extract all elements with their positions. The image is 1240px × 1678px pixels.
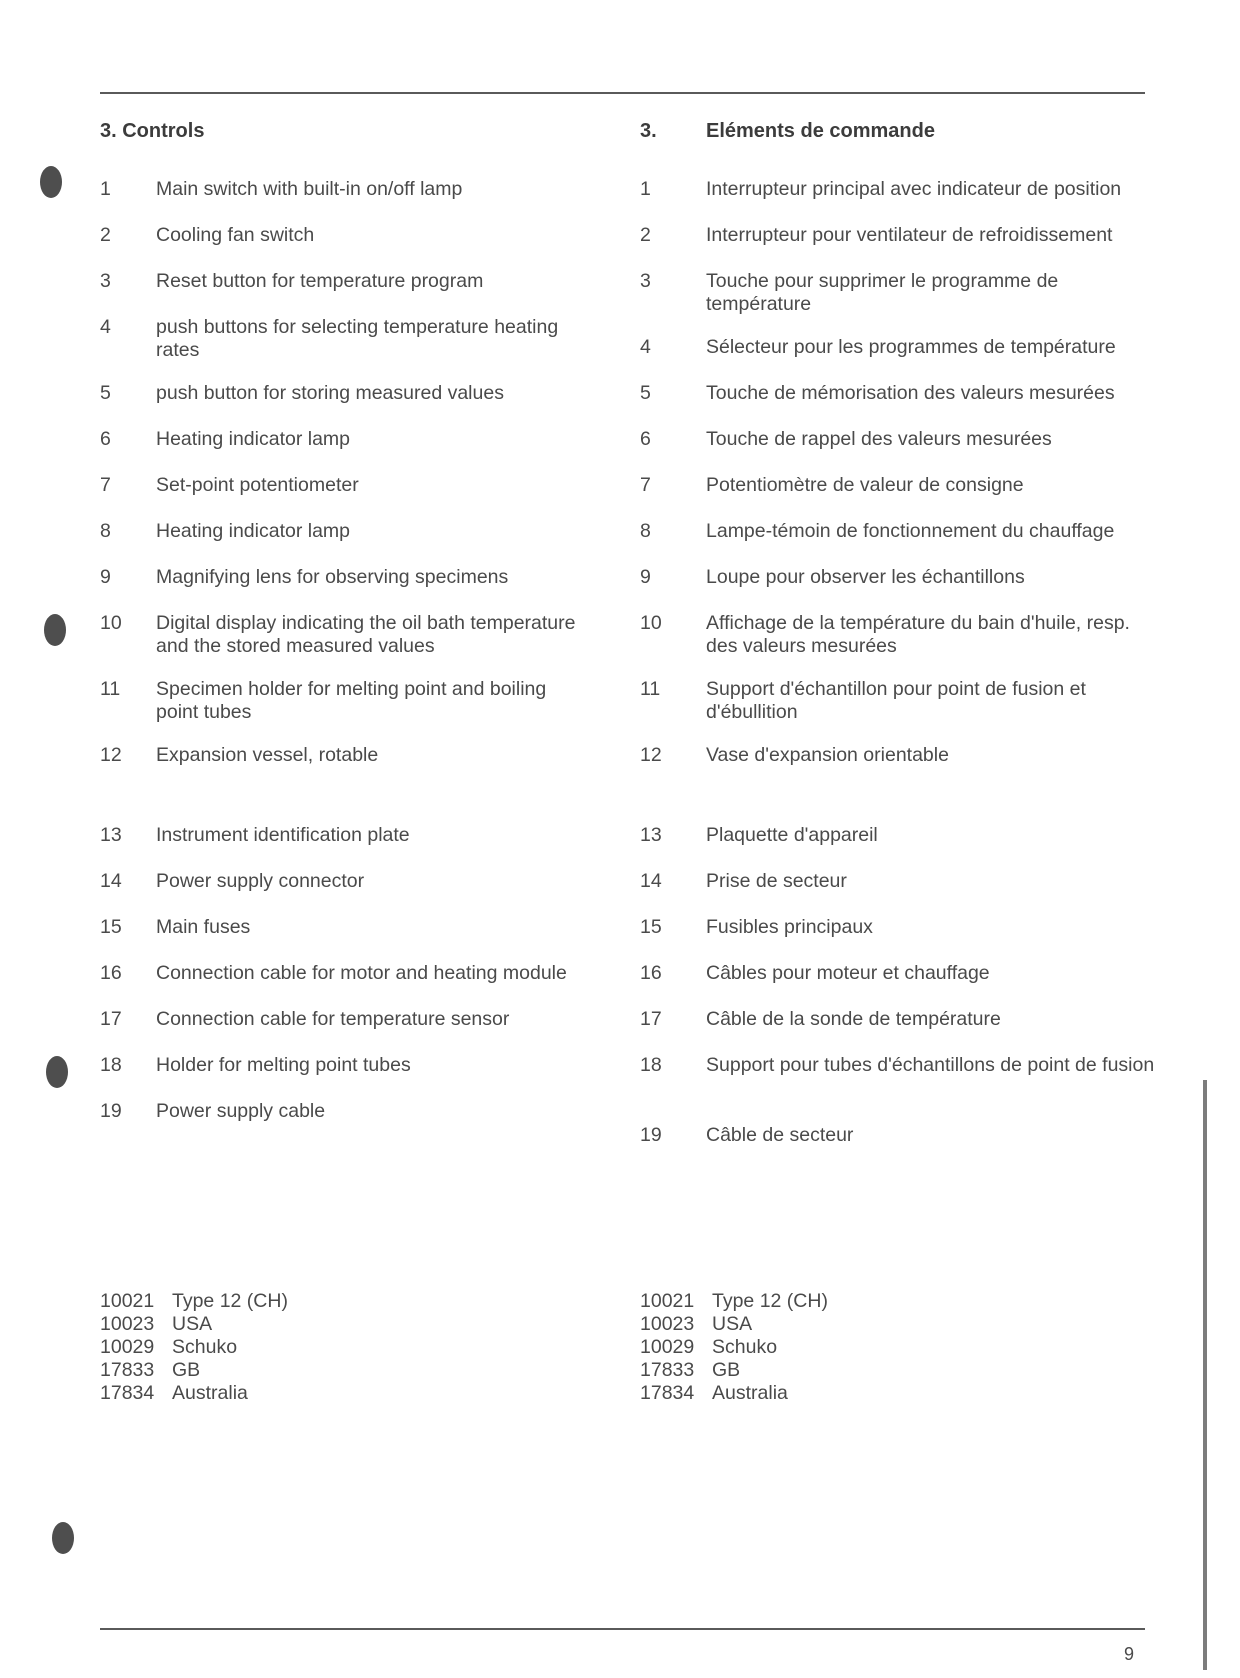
english-item-text: Digital display indicating the oil bath temperature and the stored measured values [156,612,576,657]
french-item-text: Interrupteur principal avec indicateur de position [706,178,1122,200]
english-item-text: Instrument identification plate [156,824,410,846]
top-rule [100,92,1145,94]
french-item-number: 16 [640,962,662,984]
binder-hole-1 [40,166,62,198]
english-item-number: 8 [100,520,111,542]
french-power-cable-entry [640,1382,828,1405]
french-item-number: 15 [640,916,662,938]
french-part-name: USA [712,1313,753,1335]
french-part-name: GB [712,1359,741,1381]
english-item-number: 4 [100,316,111,338]
french-item-number: 4 [640,336,651,358]
english-item-number: 6 [100,428,111,450]
french-item-number: 5 [640,382,651,404]
english-heading: 3. Controls [100,120,205,142]
english-item-text: Reset button for temperature program [156,270,484,292]
french-item-number: 10 [640,612,662,634]
french-part-name: Australia [712,1382,788,1404]
french-item-number: 7 [640,474,651,496]
french-item-number: 13 [640,824,662,846]
french-item-number: 6 [640,428,651,450]
english-item-number: 19 [100,1100,122,1122]
english-item-number: 16 [100,962,122,984]
english-item-text: Power supply cable [156,1100,326,1122]
english-part-name: Australia [172,1382,248,1404]
french-power-cable-entry [640,1336,828,1359]
page-number: 9 [1124,1644,1135,1664]
french-item-text: Fusibles principaux [706,916,873,938]
english-item-text: Heating indicator lamp [156,520,351,542]
english-part-code: 10021 [100,1290,155,1312]
french-item-text: Vase d'expansion orientable [706,744,949,766]
english-part-code: 17834 [100,1382,155,1404]
english-item-text: push buttons for selecting temperature heating rates [156,316,559,361]
french-part-code: 10029 [640,1336,695,1358]
french-item-number: 12 [640,744,662,766]
french-item-number: 1 [640,178,651,200]
french-power-cable-entry [640,1359,828,1382]
french-heading-number: 3. [640,120,657,142]
english-item-text: Set-point potentiometer [156,474,359,496]
english-item-text: Holder for melting point tubes [156,1054,411,1076]
english-part-name: Type 12 (CH) [172,1290,288,1312]
english-power-cable-entry [100,1382,288,1405]
french-item-text: Potentiomètre de valeur de consigne [706,474,1024,496]
english-item-number: 17 [100,1008,122,1030]
french-item-text: Sélecteur pour les programmes de température [706,336,1116,358]
french-heading-text: Eléments de commande [706,120,935,142]
english-part-code: 10023 [100,1313,155,1335]
english-item-number: 18 [100,1054,122,1076]
french-item-text: Lampe-témoin de fonctionnement du chauffage [706,520,1115,542]
binder-hole-2 [44,614,66,646]
french-item-text: Touche de mémorisation des valeurs mesurées [706,382,1115,404]
english-item-text: push button for storing measured values [156,382,504,404]
page-edge-shadow [1203,1080,1207,1670]
french-part-code: 17834 [640,1382,695,1404]
french-item-text: Câbles pour moteur et chauffage [706,962,990,984]
french-item-text: Affichage de la température du bain d'huile, resp. des valeurs mesurées [706,612,1130,657]
english-item-text: Magnifying lens for observing specimens [156,566,509,588]
english-item-text: Power supply connector [156,870,365,892]
french-item-text: Interrupteur pour ventilateur de refroidissement [706,224,1113,246]
french-item-number: 3 [640,270,651,292]
french-item-text: Touche pour supprimer le programme de température [706,270,1059,315]
english-item-number: 2 [100,224,111,246]
english-item-text: Main switch with built-in on/off lamp [156,178,463,200]
binder-hole-3 [46,1056,68,1088]
french-item-text: Support pour tubes d'échantillons de point de fusion [706,1054,1155,1076]
english-item-number: 12 [100,744,122,766]
english-item-text: Connection cable for temperature sensor [156,1008,510,1030]
french-item-text: Support d'échantillon pour point de fusion et d'ébullition [706,678,1086,723]
english-power-cable-list [100,1290,288,1405]
bottom-rule [100,1628,1145,1630]
french-item-text: Câble de secteur [706,1124,854,1146]
english-power-cable-entry [100,1313,288,1336]
english-item-text: Main fuses [156,916,251,938]
english-item-text: Specimen holder for melting point and boiling point tubes [156,678,547,723]
english-item-number: 15 [100,916,122,938]
french-power-cable-entry [640,1313,828,1336]
french-heading [640,120,935,143]
french-item-text: Plaquette d'appareil [706,824,878,846]
english-item-number: 3 [100,270,111,292]
french-item-text: Prise de secteur [706,870,847,892]
english-part-name: GB [172,1359,201,1381]
english-item-number: 7 [100,474,111,496]
english-part-name: Schuko [172,1336,238,1358]
english-item-text: Connection cable for motor and heating module [156,962,567,984]
french-item-text: Loupe pour observer les échantillons [706,566,1025,588]
french-item-number: 18 [640,1054,662,1076]
english-part-name: USA [172,1313,213,1335]
french-item-number: 9 [640,566,651,588]
english-item-number: 14 [100,870,122,892]
english-item-text: Cooling fan switch [156,224,315,246]
english-part-code: 17833 [100,1359,155,1381]
french-power-cable-list [640,1290,828,1405]
english-part-code: 10029 [100,1336,155,1358]
french-item-text: Câble de la sonde de température [706,1008,1001,1030]
english-item-number: 5 [100,382,111,404]
french-part-code: 10023 [640,1313,695,1335]
english-power-cable-entry [100,1290,288,1313]
french-item-number: 19 [640,1124,662,1146]
french-item-number: 11 [640,678,661,700]
french-power-cable-entry [640,1290,828,1313]
french-item-text: Touche de rappel des valeurs mesurées [706,428,1052,450]
english-power-cable-entry [100,1359,288,1382]
french-part-name: Type 12 (CH) [712,1290,828,1312]
english-item-number: 11 [100,678,121,700]
english-item-text: Heating indicator lamp [156,428,351,450]
french-item-number: 14 [640,870,662,892]
french-item-number: 17 [640,1008,662,1030]
binder-hole-4 [52,1522,74,1554]
french-part-code: 17833 [640,1359,695,1381]
french-part-code: 10021 [640,1290,695,1312]
english-power-cable-entry [100,1336,288,1359]
english-item-number: 13 [100,824,122,846]
english-item-number: 1 [100,178,111,200]
english-item-text: Expansion vessel, rotable [156,744,379,766]
french-item-number: 2 [640,224,651,246]
english-item-number: 9 [100,566,111,588]
english-item-number: 10 [100,612,122,634]
french-part-name: Schuko [712,1336,778,1358]
french-item-number: 8 [640,520,651,542]
